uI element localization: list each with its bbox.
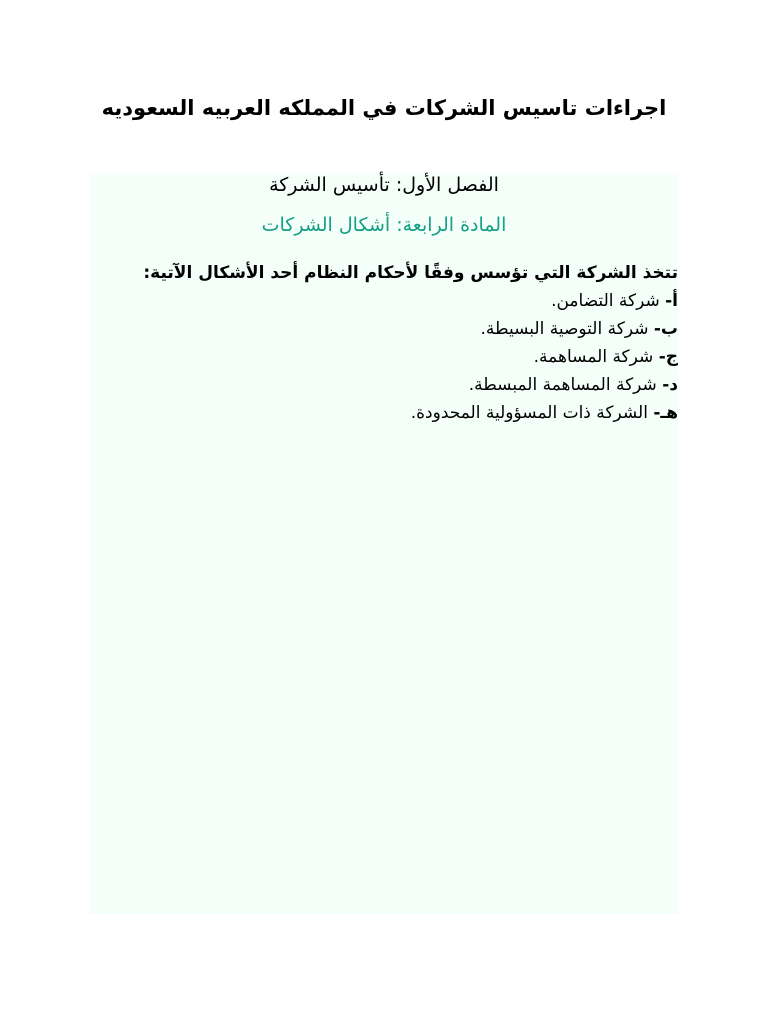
list-item-text: شركة التوصية البسيطة.	[480, 319, 654, 339]
list-item	[90, 315, 678, 343]
chapter-heading: الفصل الأول: تأسيس الشركة	[269, 174, 499, 196]
list-item-marker: ج-	[658, 347, 678, 367]
list-item-text: شركة المساهمة.	[533, 347, 659, 367]
list-item-text: شركة المساهمة المبسطة.	[468, 375, 663, 395]
list-item	[90, 399, 678, 427]
list-item-marker: هـ-	[653, 403, 678, 423]
list-item	[90, 343, 678, 371]
list-item-marker: ب-	[653, 319, 678, 339]
list-item	[90, 371, 678, 399]
list-item-text: الشركة ذات المسؤولية المحدودة.	[410, 403, 654, 423]
list-item-text: شركة التضامن.	[551, 291, 666, 311]
article-heading: المادة الرابعة: أشكال الشركات	[261, 214, 507, 236]
company-forms-list	[90, 287, 678, 427]
list-item	[90, 287, 678, 315]
list-item-marker: أ-	[665, 291, 678, 311]
article-body	[90, 259, 678, 427]
list-item-marker: د-	[662, 375, 678, 395]
document-title: اجراءات تاسيس الشركات في المملكه العربيه السعوديه	[101, 96, 667, 120]
article-intro: تتخذ الشركة التي تؤسس وفقًا لأحكام النظام أحد الأشكال الآتية:	[143, 263, 678, 283]
